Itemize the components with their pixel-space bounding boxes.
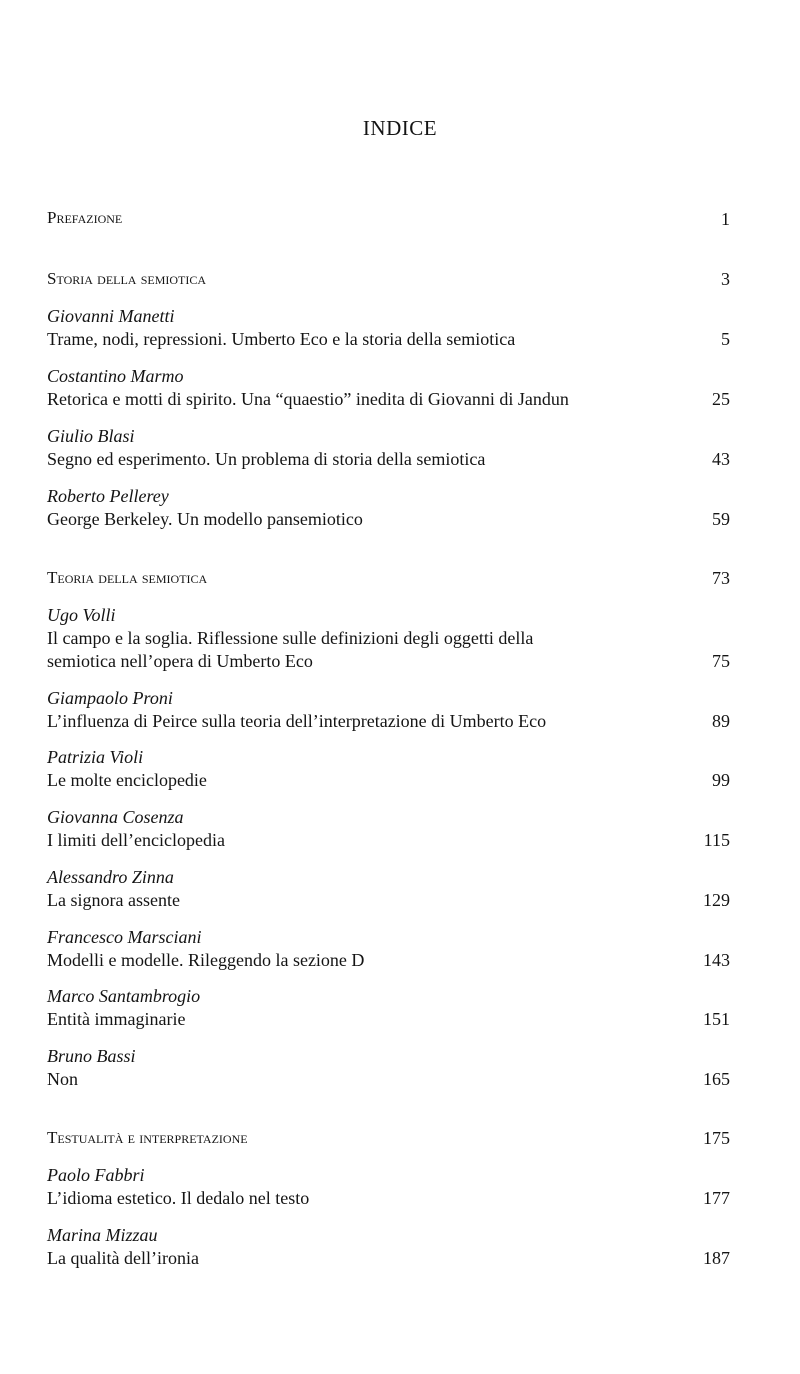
- entry-title: George Berkeley. Un modello pansemiotico: [47, 509, 363, 529]
- entry-title: La signora assente: [47, 890, 180, 910]
- entry-author: Francesco Marsciani: [47, 927, 202, 947]
- entry-author: Giovanni Manetti: [47, 306, 175, 326]
- entry-title: Retorica e motti di spirito. Una “quaestio” inedita di Giovanni di Jandun: [47, 389, 569, 409]
- entry-title: Segno ed esperimento. Un problema di storia della semiotica: [47, 449, 486, 469]
- entry-title: Le molte enciclopedie: [47, 770, 207, 790]
- entry-author: Ugo Volli: [47, 605, 116, 625]
- entry-author: Costantino Marmo: [47, 366, 184, 386]
- page-number: 5: [721, 329, 730, 349]
- page-number: 1: [721, 209, 730, 229]
- page-number: 129: [703, 890, 730, 910]
- entry-author: Marina Mizzau: [47, 1225, 158, 1245]
- entry-title: Il campo e la soglia. Riflessione sulle definizioni degli oggetti della: [47, 628, 534, 648]
- page-number: 73: [712, 568, 730, 588]
- entry-author: Patrizia Violi: [47, 747, 144, 767]
- entry-author: Marco Santambrogio: [47, 986, 201, 1006]
- entry-author: Roberto Pellerey: [47, 486, 169, 506]
- page-number: 115: [703, 830, 730, 850]
- entry-author: Giulio Blasi: [47, 426, 135, 446]
- page-number: 89: [712, 711, 730, 731]
- section-heading-testualita: Testualità e interpretazione: [47, 1128, 248, 1147]
- page-number: 3: [721, 269, 730, 289]
- entry-title: I limiti dell’enciclopedia: [47, 830, 225, 850]
- page-number: 59: [712, 509, 730, 529]
- entry-author: Giovanna Cosenza: [47, 807, 184, 827]
- page-number: 177: [703, 1188, 730, 1208]
- page-number: 25: [712, 389, 730, 409]
- section-heading-teoria: Teoria della semiotica: [47, 568, 208, 587]
- page-title: INDICE: [362, 116, 438, 140]
- section-heading-prefazione: Prefazione: [47, 208, 123, 227]
- entry-author: Paolo Fabbri: [47, 1165, 145, 1185]
- entry-title: La qualità dell’ironia: [47, 1248, 199, 1268]
- entry-title-continued: semiotica nell’opera di Umberto Eco: [47, 651, 313, 671]
- entry-author: Alessandro Zinna: [47, 867, 174, 887]
- page-number: 43: [712, 449, 730, 469]
- entry-title: L’influenza di Peirce sulla teoria dell’interpretazione di Umberto Eco: [47, 711, 547, 731]
- section-heading-storia: Storia della semiotica: [47, 269, 207, 288]
- entry-author: Bruno Bassi: [47, 1046, 136, 1066]
- entry-title: Trame, nodi, repressioni. Umberto Eco e la storia della semiotica: [47, 329, 516, 349]
- entry-author: Giampaolo Proni: [47, 688, 173, 708]
- entry-title: L’idioma estetico. Il dedalo nel testo: [47, 1188, 310, 1208]
- page-number: 151: [703, 1009, 730, 1029]
- entry-title: Non: [47, 1069, 78, 1089]
- page-number: 187: [703, 1248, 730, 1268]
- entry-title: Entità immaginarie: [47, 1009, 186, 1029]
- entry-title: Modelli e modelle. Rileggendo la sezione D: [47, 950, 365, 970]
- page-number: 99: [712, 770, 730, 790]
- page-number: 175: [703, 1128, 730, 1148]
- page-number: 143: [703, 950, 730, 970]
- page-number: 75: [712, 651, 730, 671]
- page-number: 165: [703, 1069, 730, 1089]
